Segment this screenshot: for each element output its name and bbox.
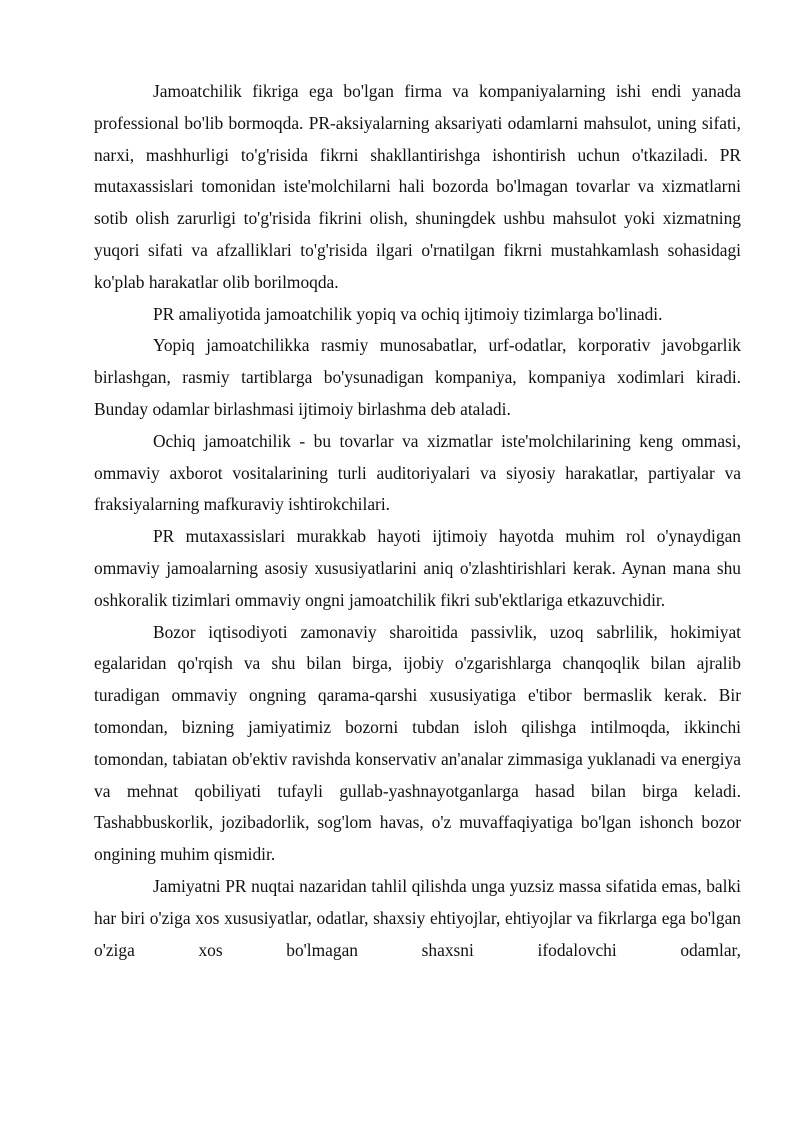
document-text-body xyxy=(94,76,741,966)
paragraph-3: Yopiq jamoatchilikka rasmiy munosabatlar, urf-odatlar, korporativ javobgarlik birlashgan, rasmiy tartiblarga bo'ysunadigan kompaniya, kompaniya xodimlari kiradi. Bunday odamlar birlashmasi ijtimoiy birlashma deb ataladi. xyxy=(94,335,741,419)
paragraph-4: Ochiq jamoatchilik - bu tovarlar va xizmatlar iste'molchilarining keng ommasi, ommaviy axborot vositalarining turli auditoriyalari va siyosiy harakatlar, partiyalar va fraksiyalarning mafkuraviy ishtirokchilari. xyxy=(94,430,741,515)
paragraph-6: Bozor iqtisodiyoti zamonaviy sharoitida passivlik, uzoq sabrlilik, hokimiyat egalaridan qo'rqish va shu bilan birga, ijobiy o'zgarishlarga chanqoqlik bilan ajralib turadigan ommaviy ongning qarama-qarshi xususiyatiga e'tibor bermaslik kerak. Bir tomondan, bizning jamiyatimiz bozorni tubdan isloh qilishga intilmoqda, ikkinchi tomondan, tabiatan ob'ektiv ravishda konservativ an'analar zimmasiga yuklanadi va energiya va mehnat qobiliyati tufayli gullab-yashnayotganlarga hasad bilan birga keladi. Tashabbuskorlik, jozibadorlik, sog'lom havas, o'z muvaffaqiyatiga bo'lgan ishonch bozor ongining muhim qismidir. xyxy=(94,621,741,865)
paragraph-1: Jamoatchilik fikriga ega bo'lgan firma va kompaniyalarning ishi endi yanada professional bo'lib bormoqda. PR-aksiyalarning aksariyati odamlarni mahsulot, uning sifati, narxi, mashhurligi to'g'risida fikrni shakllantirishga ishontirish uchun o'tkaziladi. PR mutaxassislari tomonidan iste'molchilarni hali bozorda bo'lmagan tovarlar va xizmatlarni sotib olish zarurligi to'g'risida fikrini olish, shuningdek ushbu mahsulot yoki xizmatning yuqori sifati va afzalliklari to'g'risida ilgari o'rnatilgan fikrni mustahkamlash sohasidagi ko'plab harakatlar olib borilmoqda. xyxy=(94,81,741,292)
paragraph-5: PR mutaxassislari murakkab hayoti ijtimoiy hayotda muhim rol o'ynaydigan ommaviy jamoalarning asosiy xususiyatlarini aniq o'zlashtirishlari kerak. Aynan mana shu oshkoralik tizimlari ommaviy ongni jamoatchilik fikri sub'ektlariga etkazuvchidir. xyxy=(94,526,741,610)
paragraph-2: PR amaliyotida jamoatchilik yopiq va ochiq ijtimoiy tizimlarga bo'linadi. xyxy=(153,303,663,324)
paragraph-7: Jamiyatni PR nuqtai nazaridan tahlil qilishda unga yuzsiz massa sifatida emas, balki har biri o'ziga xos xususiyatlar, odatlar, shaxsiy ehtiyojlar, ehtiyojlar va fikrlarga ega bo'lgan o'ziga xos bo'lmagan shaxsni ifodalovchi odamlar, xyxy=(94,875,741,960)
